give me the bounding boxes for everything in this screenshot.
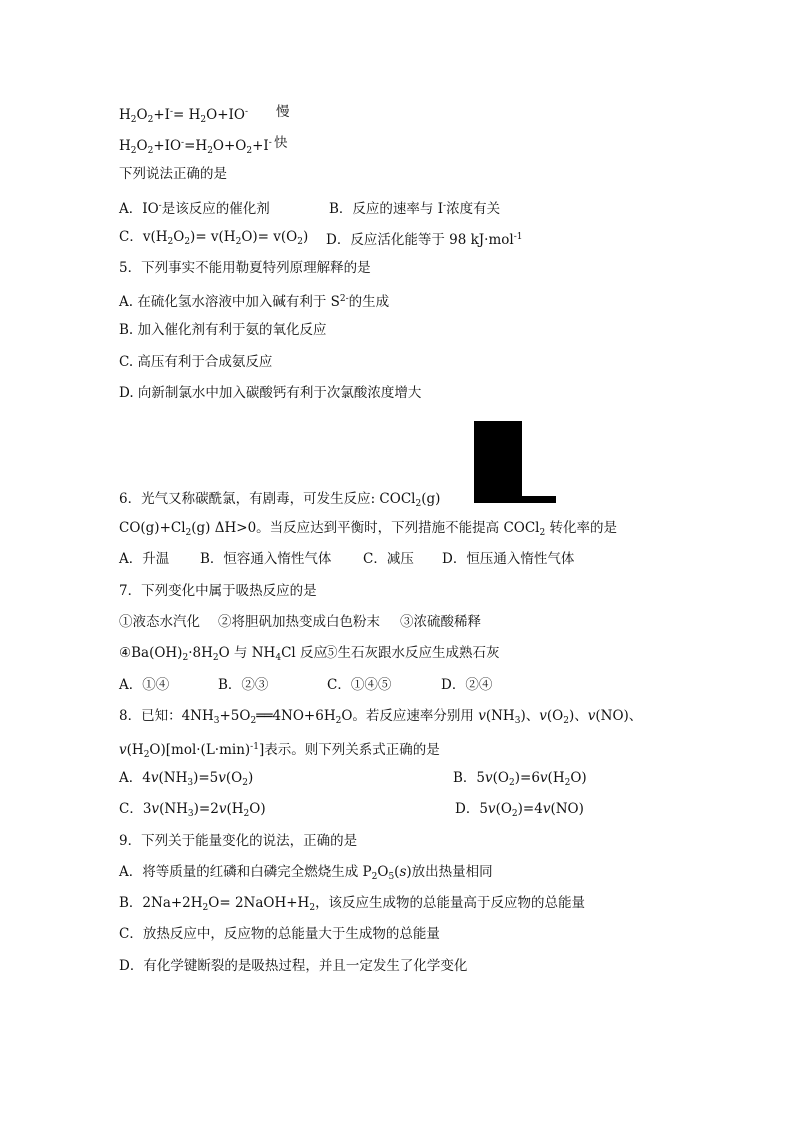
q6-stem-line-2: $CO(g)+Cl_2(g)$ ΔH>0。当反应达到平衡时，下列措施不能提高 COCl$_2$ 转化率的是 [119,520,618,538]
equation-1-speed: 慢 [276,104,290,120]
q5-option-d: D. 向新制氯水中加入碳酸钙有利于次氯酸浓度增大 [119,385,422,401]
q7-option-b: B．②③ [218,677,269,693]
q4-option-d: D．反应活化能等于 98 kJ·mol$^{-1}$ [326,232,523,248]
q7-item-3: ③浓硫酸稀释 [400,614,481,630]
q8-option-a: A．$4v(NH_3)=5v(O_2)$ [119,770,254,788]
redaction-block-tail [474,496,556,503]
q5-option-b: B. 加入催化剂有利于氨的氧化反应 [119,322,327,338]
q5-option-a: A. 在硫化氢水溶液中加入碱有利于 $S^{2-}$的生成 [119,294,390,310]
q6-option-c: C．减压 [363,551,414,567]
q9-option-c: C．放热反应中，反应物的总能量大于生成物的总能量 [119,926,440,942]
q8-stem-line-1: 8．已知：$4NH_3+5O_2══4NO+6H_2O$。若反应速率分别用 $v(NH_3)$、$v(O_2)$、v(NO)、 [119,708,643,726]
q8-option-d: D．$5v(O_2)=4v(NO)$ [455,801,584,819]
q9-option-d: D．有化学键断裂的是吸热过程，并且一定发生了化学变化 [119,958,468,974]
equation-1: $H_2O_2+I^-= H_2O+IO^-$ [119,107,248,125]
q4-option-a: A．IO-是该反应的催化剂 [119,201,270,217]
equation-fast-step [119,134,272,160]
equation-2-speed: 快 [274,135,288,151]
q7-item-1: ①液态水汽化 [119,614,200,630]
q5-stem: 5．下列事实不能用勒夏特列原理解释的是 [119,260,371,276]
q8-option-c: C．$3v(NH_3)=2v(H_2O)$ [119,801,266,819]
q8-stem-line-2: $v(H_2O)[mol\cdot(L\cdot\min)^{-1}]$表示。则下列关系式正确的是 [119,742,440,760]
equation-2: $H_2O_2+IO^-=H_2O+O_2+I^-$ [119,138,272,156]
q7-stem: 7．下列变化中属于吸热反应的是 [119,583,317,599]
q6-option-d: D．恒压通入惰性气体 [442,551,575,567]
q8-option-b: B．$5v(O_2)=6v(H_2O)$ [453,770,587,788]
q9-option-b: B．$2Na+2H_2O=$ $2NaOH+H_2$，该反应生成物的总能量高于反应物的总能量 [119,895,586,913]
q7-option-a: A．①④ [119,677,170,693]
q9-option-a: A．将等质量的红磷和白磷完全燃烧生成 $P_2O_5(s)$放出热量相同 [119,864,493,882]
q7-option-c: C．①④⑤ [327,677,392,693]
q7-item-4: $④Ba(OH)_2\cdot 8H_2O$ 与 $NH_4Cl$ 反应 [119,645,328,663]
q9-stem: 9．下列关于能量变化的说法，正确的是 [119,833,358,849]
q6-stem-line-1: 6．光气又称碳酰氯，有剧毒，可发生反应: COCl$_2$(g) [119,491,441,509]
q5-option-c: C. 高压有利于合成氨反应 [119,354,273,370]
redaction-block [474,421,522,503]
q4-option-b: B．反应的速率与 I-浓度有关 [329,201,501,217]
q7-item-5: ⑤生石灰跟水反应生成熟石灰 [324,645,500,661]
equation-slow-step [119,103,248,129]
q4-option-c: C．$v(H_2O_2)= v(H_2O)= v(O_2)$ [119,229,309,247]
q4-stem: 下列说法正确的是 [119,166,227,182]
q7-option-d: D．②④ [441,677,493,693]
q6-option-b: B．恒容通入惰性气体 [200,551,332,567]
q6-option-a: A．升温 [119,551,170,567]
q7-item-2: ②将胆矾加热变成白色粉末 [218,614,380,630]
